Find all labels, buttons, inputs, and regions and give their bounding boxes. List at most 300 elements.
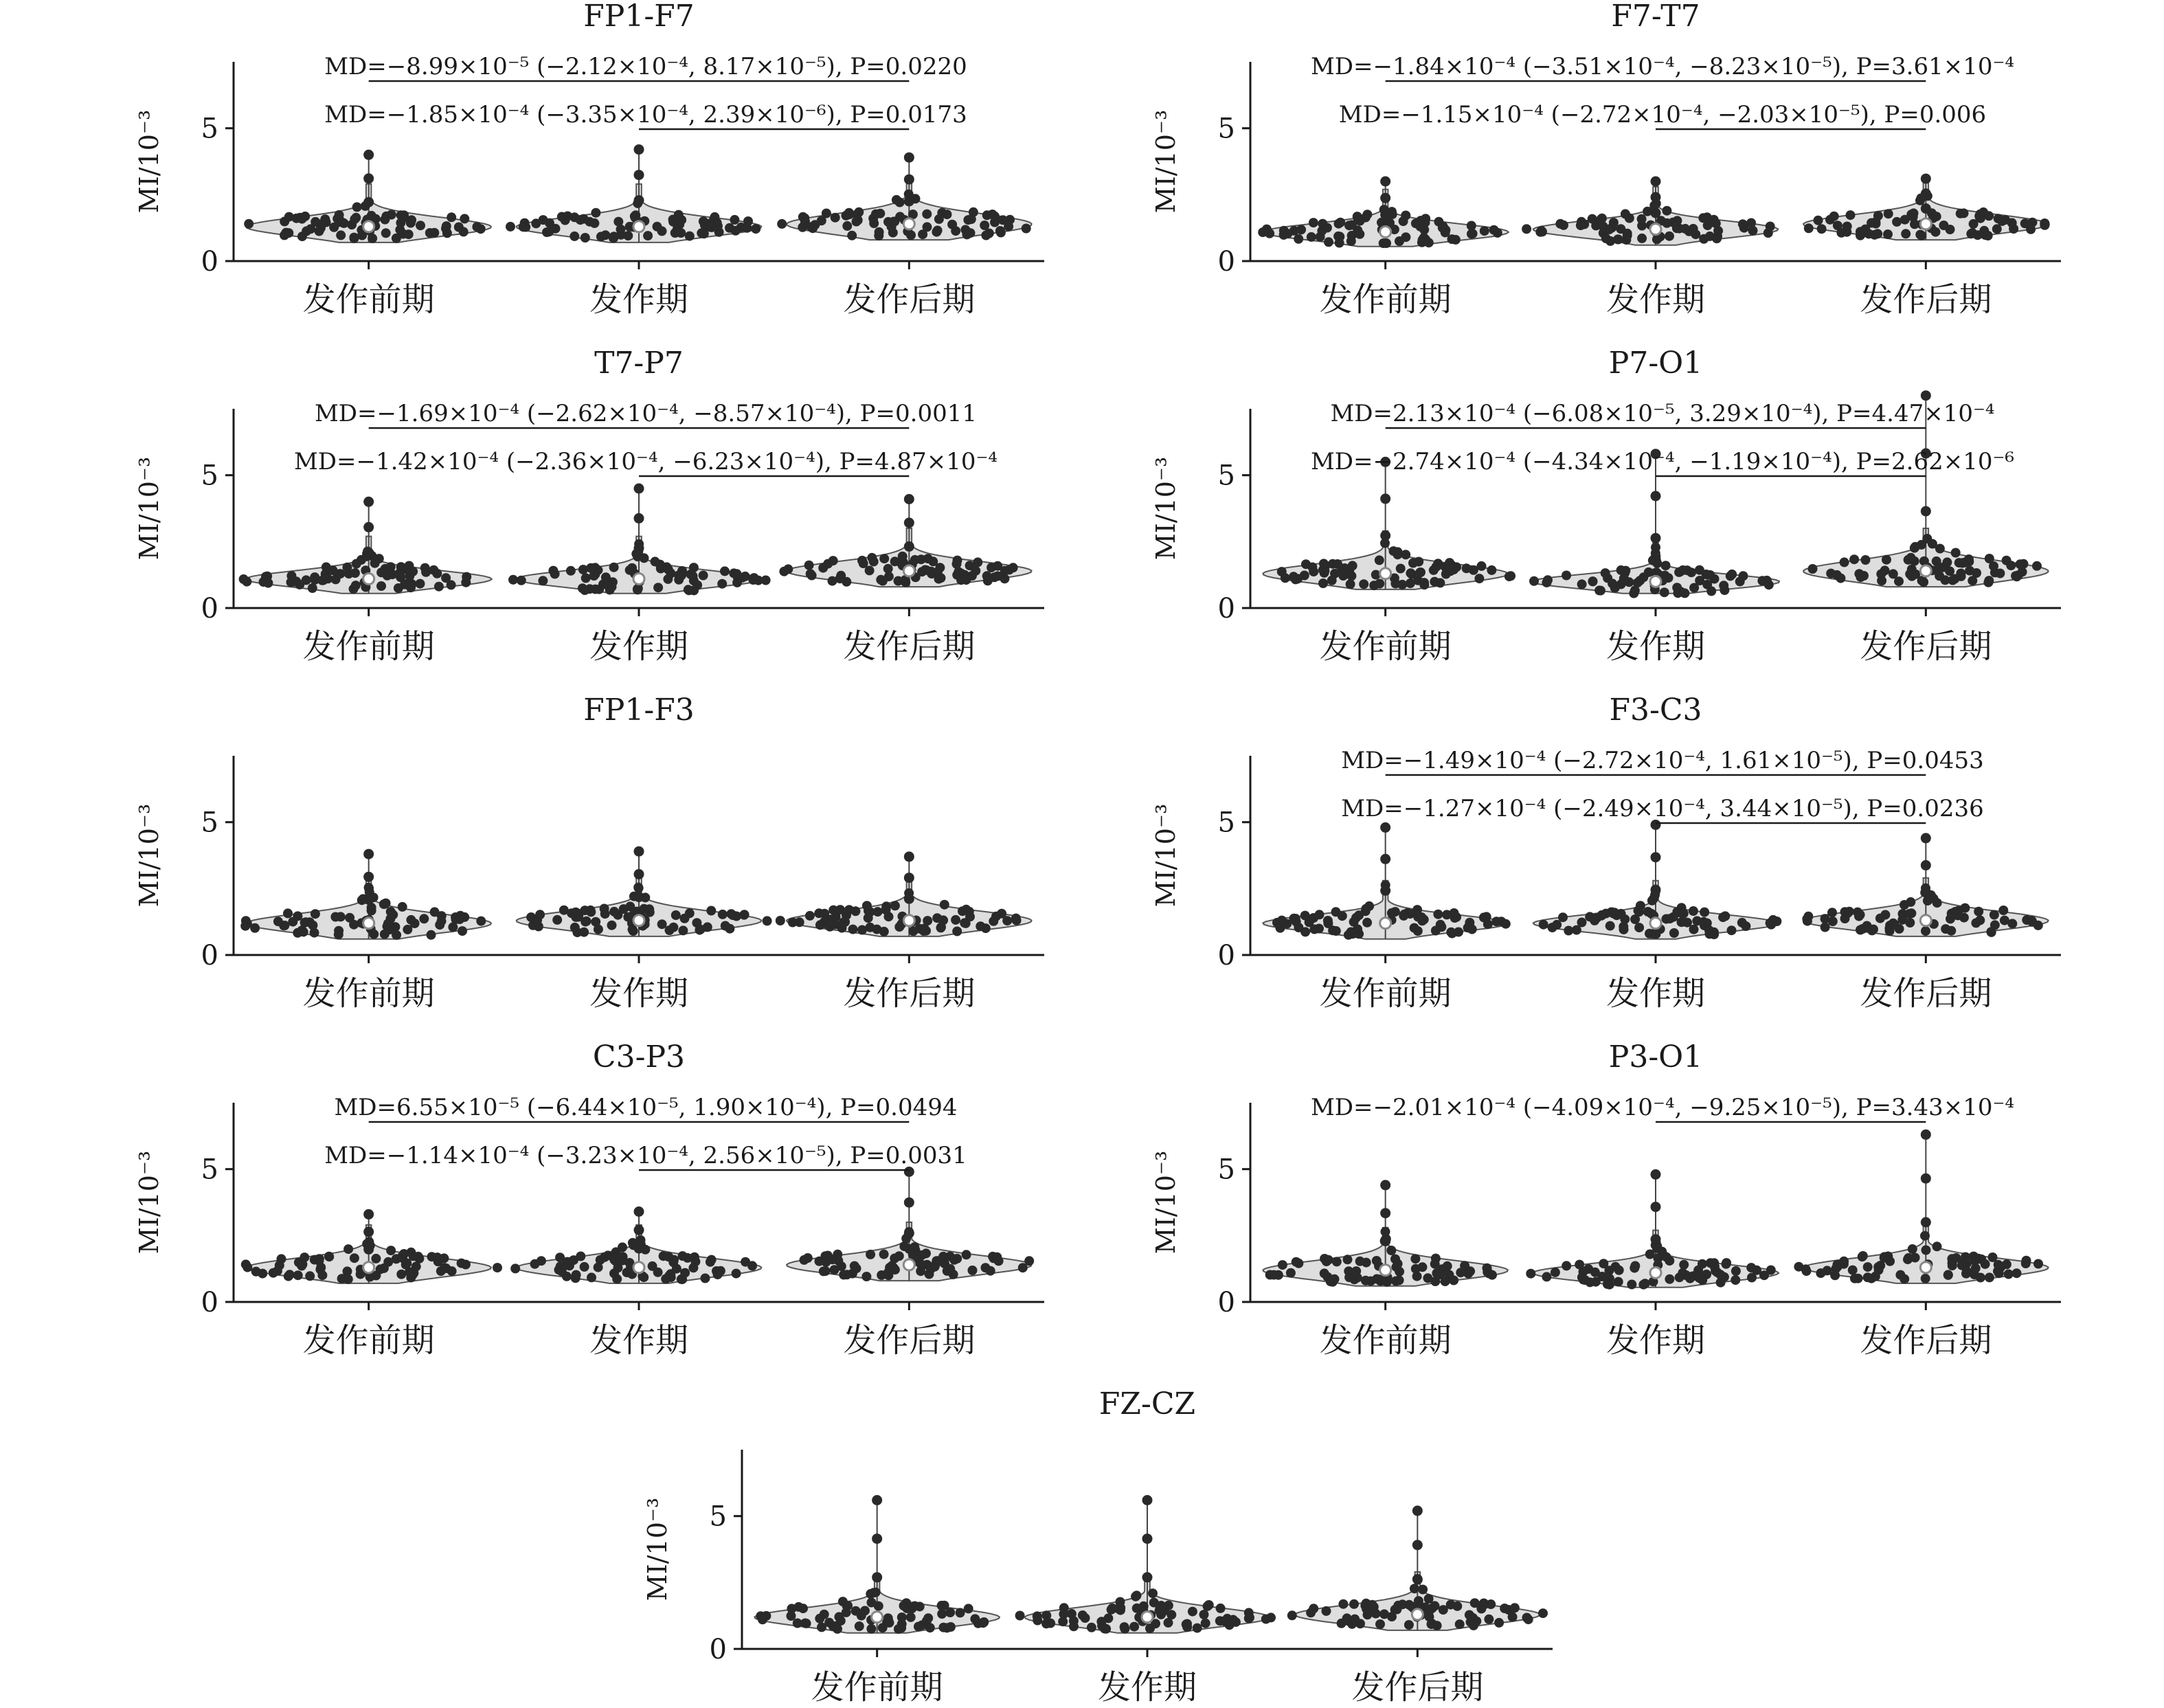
data-point: [964, 1604, 973, 1613]
y-tick-label: 5: [1217, 460, 1235, 492]
data-point: [877, 1270, 886, 1280]
data-point: [1848, 1266, 1858, 1275]
y-axis-label: MI/10⁻³: [134, 109, 164, 214]
data-point: [1943, 1270, 1953, 1279]
data-point: [376, 581, 386, 591]
data-point: [429, 228, 439, 238]
data-point: [1529, 576, 1539, 586]
data-point: [981, 1263, 991, 1272]
data-point: [1526, 1269, 1535, 1279]
data-point: [460, 214, 469, 223]
data-point: [890, 901, 900, 910]
data-point: [1322, 1257, 1331, 1266]
data-point: [1390, 578, 1400, 588]
data-point: [345, 913, 354, 923]
data-point: [1401, 211, 1410, 221]
data-point: [1904, 555, 1913, 565]
x-tick-label: 发作期: [1605, 280, 1706, 319]
data-point: [1320, 1268, 1329, 1278]
chart-panel-t7-p7: [134, 346, 1044, 666]
x-tick-label: 发作后期: [843, 627, 976, 666]
data-point: [2040, 218, 2049, 228]
data-point: [1597, 910, 1607, 920]
data-point: [454, 223, 464, 232]
median-marker: [1380, 918, 1391, 929]
data-point: [1939, 221, 1948, 230]
x-tick-label: 发作前期: [302, 280, 435, 319]
data-point: [1665, 1274, 1674, 1284]
data-point: [892, 195, 901, 205]
data-point: [726, 909, 736, 919]
data-point: [1921, 1246, 1931, 1255]
data-point: [993, 561, 1002, 571]
data-point: [990, 218, 1000, 227]
data-point: [1921, 926, 1930, 936]
data-point: [1491, 917, 1501, 926]
data-point: [386, 1246, 396, 1255]
data-point: [747, 1261, 757, 1270]
data-point: [381, 228, 391, 238]
outlier-point: [904, 517, 914, 528]
data-point: [405, 1267, 414, 1277]
data-point: [795, 917, 804, 927]
data-point: [889, 217, 899, 227]
y-tick-label: 0: [1217, 593, 1235, 625]
y-tick-label: 0: [201, 593, 218, 625]
data-point: [842, 221, 852, 231]
outlier-point: [634, 195, 644, 205]
data-point: [1188, 1607, 1197, 1617]
data-point: [285, 1270, 295, 1279]
data-point: [1294, 1259, 1303, 1268]
data-point: [2007, 218, 2017, 227]
data-point: [1262, 225, 1272, 234]
data-point: [572, 928, 582, 937]
data-point: [855, 1621, 864, 1631]
data-point: [1309, 1604, 1318, 1613]
data-point: [971, 566, 980, 576]
outlier-point: [1921, 1173, 1931, 1184]
data-point: [2016, 559, 2025, 569]
data-point: [1938, 563, 1948, 572]
data-point: [1266, 1613, 1276, 1622]
y-tick-label: 0: [201, 1287, 218, 1318]
data-point: [242, 577, 251, 587]
data-point: [899, 1601, 909, 1610]
data-point: [1705, 570, 1715, 580]
data-point: [1884, 209, 1893, 218]
data-point: [1463, 1269, 1473, 1279]
data-point: [1480, 226, 1489, 236]
median-marker: [872, 1612, 883, 1623]
data-point: [1559, 221, 1568, 230]
data-point: [1508, 1613, 1518, 1622]
data-point: [1404, 1620, 1414, 1630]
data-point: [651, 557, 660, 566]
data-point: [1277, 567, 1287, 576]
data-point: [1000, 574, 1009, 583]
data-point: [669, 1255, 679, 1265]
data-point: [1633, 578, 1643, 587]
data-point: [404, 578, 414, 587]
y-axis-label: MI/10⁻³: [1151, 109, 1181, 214]
data-point: [315, 1254, 324, 1263]
data-point: [956, 1608, 965, 1617]
median-marker: [633, 1262, 644, 1273]
data-point: [814, 908, 824, 918]
data-point: [2033, 921, 2043, 930]
data-point: [1500, 1604, 1509, 1613]
data-point: [897, 1613, 907, 1622]
data-point: [1956, 569, 1965, 578]
x-tick-label: 发作前期: [1319, 1321, 1452, 1360]
data-point: [1193, 1623, 1202, 1633]
data-point: [580, 585, 589, 595]
data-point: [1932, 1241, 1942, 1251]
data-point: [1307, 232, 1316, 242]
data-point: [1599, 222, 1608, 232]
data-point: [981, 923, 991, 933]
x-tick-label: 发作期: [589, 627, 689, 666]
y-tick-label: 0: [201, 246, 218, 278]
data-point: [317, 1270, 327, 1280]
data-point: [1294, 234, 1303, 244]
data-point: [1539, 920, 1548, 930]
data-point: [552, 915, 562, 925]
y-tick-label: 0: [1217, 246, 1235, 278]
data-point: [1363, 1610, 1373, 1619]
data-point: [1605, 1280, 1614, 1290]
data-point: [634, 884, 644, 893]
data-point: [1679, 1260, 1689, 1270]
y-tick-label: 5: [201, 1154, 218, 1186]
data-point: [1895, 1270, 1905, 1280]
data-point: [1103, 1613, 1113, 1623]
data-point: [1637, 214, 1647, 224]
x-tick-label: 发作后期: [843, 1321, 976, 1360]
data-point: [600, 230, 610, 240]
data-point: [451, 912, 460, 922]
data-point: [1856, 572, 1866, 582]
data-point: [706, 906, 716, 916]
x-tick-label: 发作前期: [1319, 974, 1452, 1013]
data-point: [580, 1262, 589, 1272]
data-point: [1018, 1263, 1028, 1272]
outlier-point: [634, 1225, 644, 1235]
data-point: [842, 1602, 852, 1611]
data-point: [1951, 548, 1961, 558]
data-point: [1845, 907, 1854, 917]
outlier-point: [1921, 1130, 1931, 1140]
data-point: [1604, 1266, 1614, 1275]
data-point: [1390, 1255, 1400, 1264]
data-point: [1614, 1266, 1624, 1275]
data-point: [385, 914, 395, 923]
outlier-point: [634, 513, 644, 524]
outlier-point: [1921, 888, 1931, 898]
data-point: [1833, 221, 1842, 230]
data-point: [545, 218, 554, 228]
outlier-point: [904, 1228, 914, 1238]
data-point: [1746, 1263, 1756, 1272]
data-point: [616, 225, 626, 234]
outlier-point: [904, 873, 914, 883]
data-point: [922, 210, 932, 219]
stat-annotation: MD=−1.15×10⁻⁴ (−2.72×10⁻⁴, −2.03×10⁻⁵), P=0.006: [1338, 101, 1987, 128]
data-point: [1391, 1277, 1401, 1286]
data-point: [1421, 235, 1430, 245]
data-point: [1965, 566, 1974, 576]
data-point: [434, 582, 444, 592]
data-point: [1269, 1270, 1278, 1280]
data-point: [1489, 225, 1499, 235]
outlier-point: [904, 894, 914, 904]
data-point: [1414, 1596, 1423, 1606]
data-point: [566, 566, 576, 576]
data-point: [1353, 924, 1362, 934]
data-point: [689, 563, 699, 572]
y-tick-label: 5: [1217, 1154, 1235, 1186]
data-point: [2012, 1268, 2022, 1278]
data-point: [1156, 1604, 1165, 1613]
outlier-point: [872, 1495, 882, 1505]
y-tick-label: 0: [201, 940, 218, 971]
data-point: [740, 910, 749, 919]
data-point: [1431, 1254, 1441, 1263]
data-point: [350, 1253, 359, 1263]
data-point: [331, 574, 341, 584]
outlier-point: [363, 522, 374, 532]
y-axis-label: MI/10⁻³: [134, 456, 164, 561]
data-point: [1737, 918, 1747, 928]
data-point: [1087, 1623, 1096, 1632]
data-point: [1870, 230, 1880, 240]
data-point: [1748, 226, 1758, 236]
data-point: [1004, 565, 1014, 574]
data-point: [1829, 212, 1839, 221]
data-point: [1433, 910, 1443, 919]
median-marker: [1920, 565, 1931, 576]
data-point: [749, 573, 759, 583]
data-point: [962, 1250, 971, 1259]
data-point: [1968, 576, 1977, 585]
data-point: [1689, 906, 1698, 916]
data-point: [923, 554, 933, 563]
data-point: [1419, 578, 1429, 587]
data-point: [1601, 568, 1610, 578]
data-point: [995, 226, 1005, 236]
stat-annotation: MD=−1.14×10⁻⁴ (−3.23×10⁻⁴, 2.56×10⁻⁵), P=0.0031: [324, 1142, 967, 1169]
x-tick-label: 发作后期: [1860, 280, 1992, 319]
data-point: [1331, 907, 1341, 917]
data-point: [1992, 224, 2002, 234]
data-point: [293, 1270, 303, 1280]
data-point: [565, 1261, 574, 1270]
data-point: [442, 221, 451, 231]
data-point: [1445, 558, 1454, 568]
data-point: [1477, 561, 1487, 571]
chart-title: FZ-CZ: [1098, 1386, 1196, 1422]
median-marker: [1920, 218, 1931, 229]
data-point: [1827, 908, 1837, 917]
data-point: [448, 922, 458, 932]
data-point: [1542, 1272, 1551, 1281]
data-point: [688, 571, 698, 581]
data-point: [1346, 236, 1356, 246]
data-point: [1947, 1254, 1957, 1263]
chart-panel-c3-p3: [134, 1040, 1044, 1360]
data-point: [699, 571, 708, 581]
data-point: [639, 1272, 649, 1282]
data-point: [1840, 557, 1849, 567]
data-point: [716, 1266, 725, 1276]
data-point: [1439, 223, 1449, 233]
data-point: [243, 919, 252, 928]
data-point: [1041, 1610, 1051, 1620]
outlier-point: [634, 1244, 644, 1254]
data-point: [949, 1255, 959, 1265]
stat-annotation: MD=6.55×10⁻⁵ (−6.44×10⁻⁵, 1.90×10⁻⁴), P=0.0494: [334, 1094, 958, 1121]
median-marker: [1380, 568, 1391, 579]
data-point: [395, 568, 405, 577]
median-marker: [363, 918, 374, 929]
data-point: [879, 1250, 889, 1259]
data-point: [273, 1266, 282, 1276]
data-point: [720, 566, 730, 576]
data-point: [1735, 576, 1745, 586]
data-point: [1931, 227, 1941, 237]
data-point: [1430, 577, 1439, 587]
median-marker: [903, 1259, 914, 1270]
data-point: [1562, 571, 1571, 581]
data-point: [1482, 912, 1491, 921]
data-point: [1350, 1615, 1360, 1624]
data-point: [1215, 1616, 1225, 1626]
x-tick-label: 发作期: [1605, 627, 1706, 666]
data-point: [1289, 226, 1299, 236]
data-point: [1895, 924, 1904, 934]
data-point: [458, 926, 467, 936]
data-point: [1455, 1619, 1465, 1629]
data-point: [1583, 1264, 1593, 1274]
data-point: [370, 559, 380, 568]
data-point: [1629, 589, 1638, 598]
data-point: [1330, 569, 1340, 578]
data-point: [1644, 568, 1654, 577]
data-point: [1903, 1255, 1913, 1264]
data-point: [951, 915, 960, 925]
data-point: [368, 234, 377, 243]
data-point: [717, 579, 727, 589]
data-point: [1882, 555, 1891, 565]
data-point: [1699, 917, 1709, 927]
outlier-point: [1142, 1495, 1153, 1505]
data-point: [1323, 916, 1333, 925]
chart-title: P3-O1: [1608, 1040, 1703, 1075]
stat-annotation: MD=−2.01×10⁻⁴ (−4.09×10⁻⁴, −9.25×10⁻⁵), P=3.43×10⁻⁴: [1310, 1094, 2015, 1121]
data-point: [517, 576, 526, 585]
data-point: [829, 556, 838, 565]
median-marker: [363, 1262, 374, 1273]
x-tick-label: 发作后期: [1860, 1321, 1992, 1360]
chart-title: F3-C3: [1609, 693, 1702, 728]
data-point: [692, 581, 702, 590]
data-point: [1494, 1618, 1504, 1628]
data-point: [1579, 219, 1589, 229]
data-point: [1410, 1584, 1419, 1593]
data-point: [1652, 559, 1662, 568]
data-point: [1763, 228, 1773, 238]
data-point: [875, 227, 884, 237]
data-point: [1386, 1246, 1396, 1255]
x-tick-label: 发作期: [589, 280, 689, 319]
data-point: [311, 909, 320, 919]
data-point: [294, 1257, 304, 1267]
data-point: [881, 905, 891, 914]
y-axis-label: MI/10⁻³: [1151, 1150, 1181, 1255]
data-point: [414, 1254, 424, 1263]
data-point: [633, 584, 642, 594]
data-point: [416, 579, 425, 589]
median-marker: [1650, 1267, 1661, 1278]
data-point: [410, 919, 420, 928]
data-point: [800, 1255, 809, 1265]
data-point: [876, 575, 886, 585]
data-point: [1630, 1263, 1639, 1273]
data-point: [380, 899, 390, 909]
data-point: [633, 552, 642, 561]
data-point: [1817, 224, 1827, 234]
data-point: [989, 1253, 998, 1263]
outlier-point: [1142, 1533, 1153, 1544]
outlier-point: [363, 1244, 374, 1255]
outlier-point: [1412, 1505, 1423, 1516]
data-point: [1863, 1262, 1873, 1272]
data-point: [1419, 225, 1429, 234]
data-point: [392, 234, 401, 243]
chart-title: FP1-F3: [583, 693, 695, 728]
outlier-point: [363, 173, 374, 183]
data-point: [1705, 929, 1715, 939]
data-point: [447, 1266, 457, 1276]
data-point: [1585, 912, 1594, 921]
data-point: [851, 1606, 861, 1616]
data-point: [725, 223, 734, 233]
data-point: [940, 900, 949, 910]
data-point: [476, 917, 486, 926]
data-point: [1676, 908, 1685, 918]
outlier-point: [1380, 1236, 1390, 1246]
median-marker: [1650, 918, 1661, 929]
data-point: [1932, 898, 1942, 908]
data-point: [1983, 578, 1993, 587]
data-point: [1286, 1268, 1296, 1278]
data-point: [472, 222, 482, 232]
y-tick-label: 5: [709, 1501, 727, 1533]
data-point: [1634, 923, 1644, 932]
data-point: [1510, 1603, 1520, 1613]
data-point: [850, 906, 860, 916]
data-point: [1830, 1270, 1840, 1280]
data-point: [263, 578, 273, 588]
stat-annotation: MD=−1.84×10⁻⁴ (−3.51×10⁻⁴, −8.23×10⁻⁵), P=3.61×10⁻⁴: [1310, 53, 2015, 80]
data-point: [1842, 222, 1852, 232]
data-point: [952, 927, 962, 936]
median-marker: [1920, 915, 1931, 926]
data-point: [336, 230, 346, 240]
data-point: [288, 917, 297, 927]
data-point: [1244, 1614, 1254, 1623]
